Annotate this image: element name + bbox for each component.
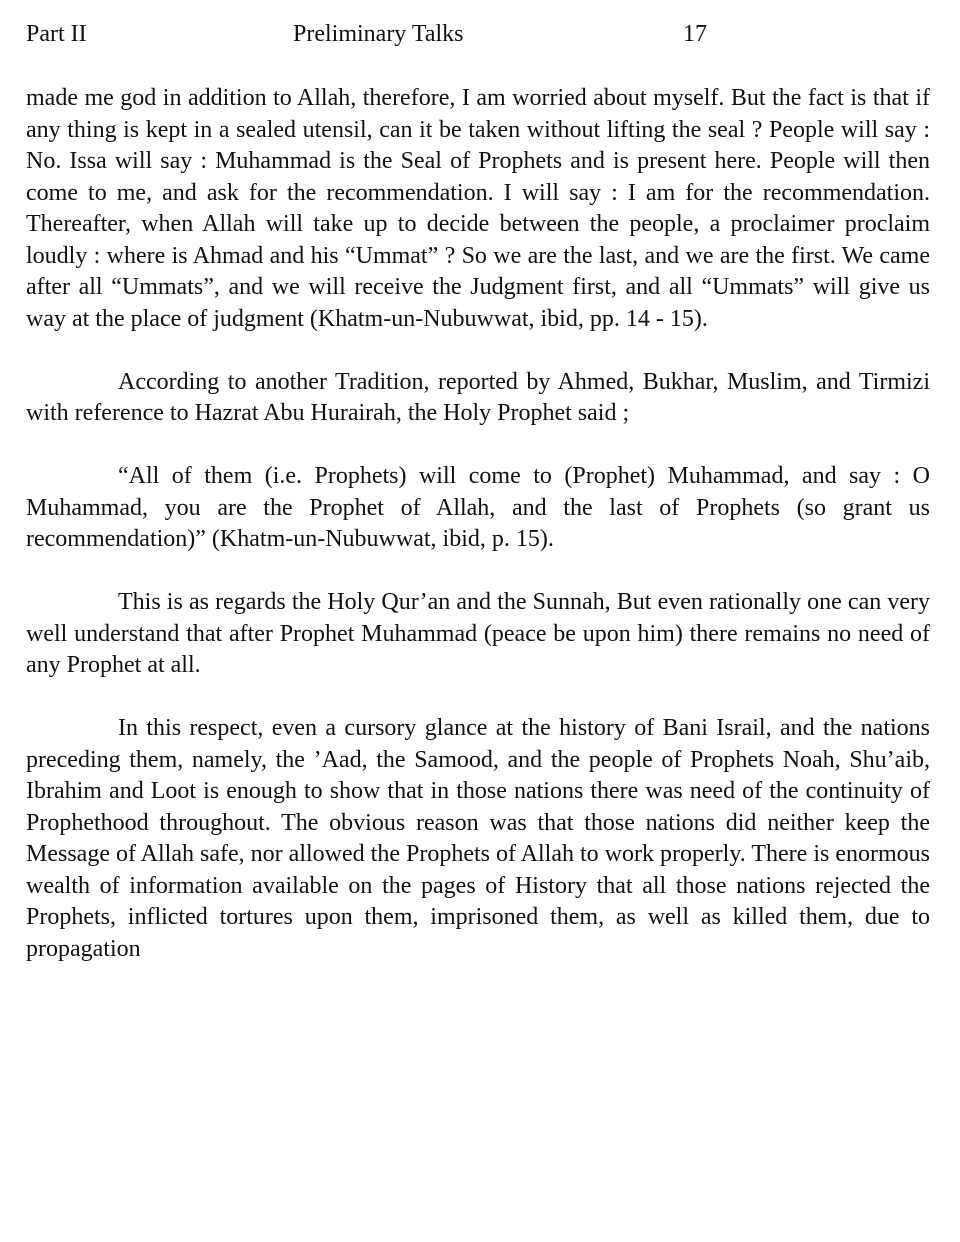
body-text: [26, 83, 930, 965]
paragraph-quotation: “All of them (i.e. Prophets) will come to (Prophet) Muhammad, and say : O Muhammad, you are the Prophet of Allah, and the last of Prophets (so grant us recommendation)” (Khatm-un-Nubuwwat, ibid, p. 15).: [26, 463, 930, 552]
paragraph-rational-argument: This is as regards the Holy Qur’an and the Sunnah, But even rationally one can very well understand that after Prophet Muhammad (peace be upon him) there remains no need of any Prophet at all.: [26, 589, 930, 678]
header-part-label: Part II: [26, 21, 87, 47]
paragraph-tradition-intro: According to another Tradition, reported by Ahmed, Bukhar, Muslim, and Tirmizi with reference to Hazrat Abu Hurairah, the Holy Prophet said ;: [26, 368, 930, 426]
paragraph-history: In this respect, even a cursory glance at the history of Bani Israil, and the nations preceding them, namely, the ’Aad, the Samood, and the people of Prophets Noah, Shu’aib, Ibrahim and Loot is enough to show that in those nations there was need of the continuity of Prophethood throughout. The obvious reason was that those nations did neither keep the Message of Allah safe, nor allowed the Prophets of Allah to work properly. There is enormous wealth of information available on the pages of History that all those nations rejected the Prophets, inflicted tortures upon them, imprisoned them, as well as killed them, due to propagation: [26, 715, 930, 962]
running-header: [26, 18, 930, 50]
header-chapter-title: Preliminary Talks: [293, 21, 464, 47]
paragraph-continuation: made me god in addition to Allah, therefore, I am worried about myself. But the fact is that if any thing is kept in a sealed utensil, can it be taken without lifting the seal ? People will say : No. Issa will say : Muhammad is the Seal of Prophets and is present here. People will then come to me, and ask for the recommendation. I will say : I am for the recommendation. Thereafter, when Allah will take up to decide between the people, a proclaimer proclaim loudly : where is Ahmad and his “Ummat” ? So we are the last, and we are the first. We came after all “Ummats”, and we will receive the Judgment first, and all “Ummats” will give us way at the place of judgment (Khatm-un-Nubuwwat, ibid, pp. 14 - 15).: [26, 85, 930, 332]
page-number: 17: [683, 21, 707, 47]
